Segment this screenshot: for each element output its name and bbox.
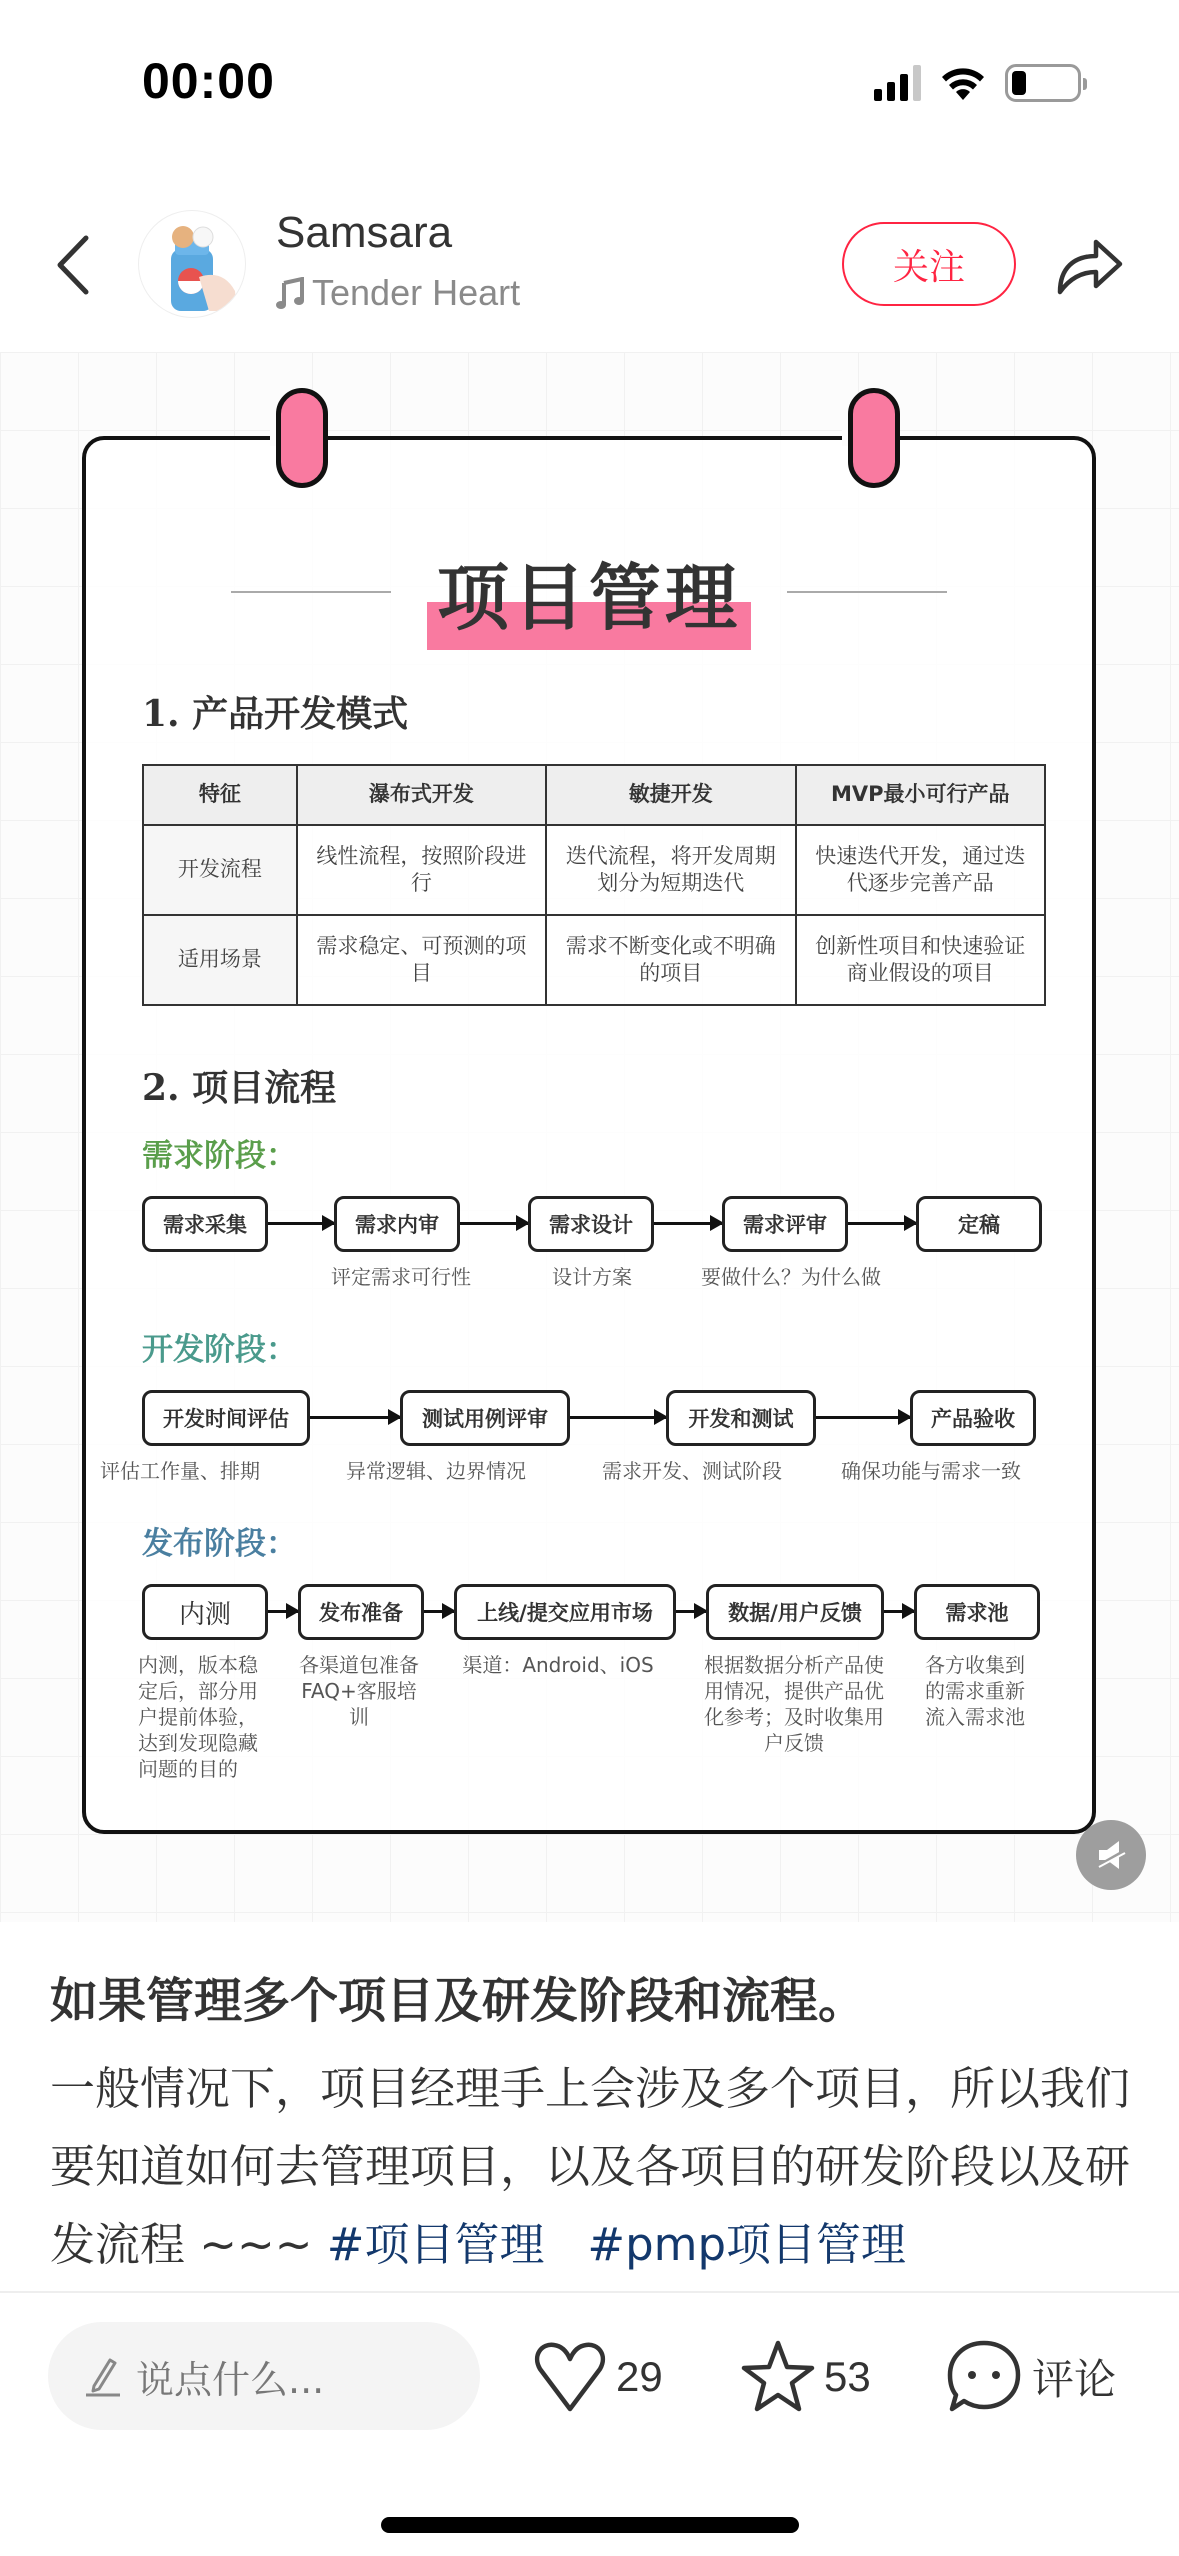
flow-node: 需求池: [914, 1584, 1040, 1640]
flow-node: 产品验收: [910, 1390, 1036, 1446]
arrow-icon: [654, 1222, 722, 1225]
mute-button[interactable]: [1076, 1820, 1146, 1890]
dev-modes-table: [142, 764, 1046, 1006]
flow-node: 发布准备: [298, 1584, 424, 1640]
flow-node: 定稿: [916, 1196, 1042, 1252]
hashtag-link[interactable]: #pmp项目管理: [587, 2218, 907, 2271]
cellular-signal-icon: [874, 65, 921, 101]
flow-requirements: [142, 1196, 1046, 1252]
section-heading-2: 2. 项目流程: [142, 1067, 337, 1109]
phase-label-development: 开发阶段：: [142, 1332, 297, 1368]
flow-node: 需求评审: [722, 1196, 848, 1252]
flow-note: 各方收集到的需求重新流入需求池: [925, 1653, 1025, 1729]
infographic-card: [82, 436, 1096, 1834]
post-header: [0, 200, 1179, 330]
arrow-icon: [816, 1416, 910, 1419]
avatar[interactable]: [138, 210, 246, 318]
flow-node: 数据/用户反馈: [706, 1584, 884, 1640]
flow-release: [142, 1584, 1046, 1640]
flow-note: 评估工作量、排期: [100, 1459, 260, 1483]
arrow-icon: [848, 1222, 916, 1225]
flow-node: 测试用例评审: [400, 1390, 570, 1446]
author-name[interactable]: Samsara: [276, 208, 453, 257]
follow-button[interactable]: 关注: [842, 222, 1016, 306]
share-icon[interactable]: [1052, 228, 1128, 300]
arrow-icon: [884, 1610, 914, 1613]
flow-note: 根据数据分析产品使用情况，提供产品优化参考；及时收集用户反馈: [704, 1653, 884, 1755]
flow-node: 需求内审: [334, 1196, 460, 1252]
binder-ring-right: [848, 388, 900, 488]
battery-icon: [1005, 64, 1081, 102]
star-icon: [740, 2339, 816, 2415]
arrow-icon: [460, 1222, 528, 1225]
status-icons: [874, 64, 1081, 102]
comment-button[interactable]: [944, 2332, 1116, 2422]
back-arrow-icon[interactable]: [48, 230, 98, 300]
wifi-icon: [939, 64, 987, 102]
music-title: Tender Heart: [312, 272, 521, 313]
arrow-icon: [424, 1610, 454, 1613]
flow-node: 内测: [142, 1584, 268, 1640]
table-header-row: 特征 瀑布式开发 敏捷开发 MVP最小可行产品: [143, 765, 1045, 825]
table-row: 适用场景 需求稳定、可预测的项目 需求不断变化或不明确的项目 创新性项目和快速验证商业假设的项目: [143, 915, 1045, 1005]
flow-node: 需求采集: [142, 1196, 268, 1252]
binder-ring-left: [276, 388, 328, 488]
arrow-icon: [268, 1222, 334, 1225]
comment-label: 评论: [1032, 2356, 1117, 2403]
chat-bubble-icon: [944, 2337, 1024, 2417]
section-heading-1: 1. 产品开发模式: [142, 693, 409, 735]
heart-icon: [532, 2341, 608, 2413]
flow-note: 渠道：Android、iOS: [462, 1653, 654, 1677]
post-title: 如果管理多个项目及研发阶段和流程。: [50, 1973, 867, 2029]
infographic-title: 项目管理: [86, 540, 1092, 644]
comment-input[interactable]: [48, 2322, 480, 2430]
hashtag-link[interactable]: #项目管理: [326, 2218, 545, 2271]
divider: [0, 2291, 1179, 2293]
post-image[interactable]: [0, 352, 1179, 1922]
arrow-icon: [268, 1610, 298, 1613]
flow-note: 各渠道包准备FAQ+客服培训: [299, 1653, 419, 1729]
like-count: 29: [616, 2353, 663, 2400]
flow-node: 需求设计: [528, 1196, 654, 1252]
flow-development: [142, 1390, 1046, 1446]
post-body: [50, 2050, 1140, 2284]
flow-note: 确保功能与需求一致: [841, 1459, 1021, 1483]
home-indicator[interactable]: [381, 2517, 799, 2533]
status-time: 00:00: [142, 53, 275, 109]
music-line[interactable]: [276, 272, 520, 314]
like-button[interactable]: [532, 2332, 663, 2422]
phase-label-release: 发布阶段：: [142, 1526, 297, 1562]
music-note-icon: [276, 277, 306, 309]
avatar-illustration-icon: [139, 211, 246, 318]
flow-note: 需求开发、测试阶段: [602, 1459, 782, 1483]
favorite-count: 53: [824, 2353, 871, 2400]
flow-note: 异常逻辑、边界情况: [346, 1459, 526, 1483]
flow-note: 评定需求可行性: [331, 1265, 471, 1289]
flow-node: 上线/提交应用市场: [454, 1584, 676, 1640]
table-row: 开发流程 线性流程，按照阶段进行 迭代流程，将开发周期划分为短期迭代 快速迭代开发，通过迭代逐步完善产品: [143, 825, 1045, 915]
flow-node: 开发时间评估: [142, 1390, 310, 1446]
flow-note: 内测，版本稳定后，部分用户提前体验，达到发现隐藏问题的目的: [138, 1653, 258, 1781]
arrow-icon: [676, 1610, 706, 1613]
flow-note: 设计方案: [552, 1265, 632, 1289]
speaker-muted-icon: [1093, 1837, 1129, 1873]
flow-note: 要做什么？为什么做: [701, 1265, 881, 1289]
pencil-icon: [84, 2354, 122, 2398]
favorite-button[interactable]: [740, 2332, 871, 2422]
arrow-icon: [310, 1416, 400, 1419]
arrow-icon: [570, 1416, 666, 1419]
comment-placeholder: 说点什么...: [136, 2357, 325, 2402]
post-body-text: 一般情况下，项目经理手上会涉及多个项目，所以我们要知道如何去管理项目，以及各项目的研发阶段以及研发流程 ~~~: [50, 2062, 1131, 2271]
phase-label-requirements: 需求阶段：: [142, 1138, 297, 1174]
status-bar: [0, 0, 1179, 180]
flow-node: 开发和测试: [666, 1390, 816, 1446]
